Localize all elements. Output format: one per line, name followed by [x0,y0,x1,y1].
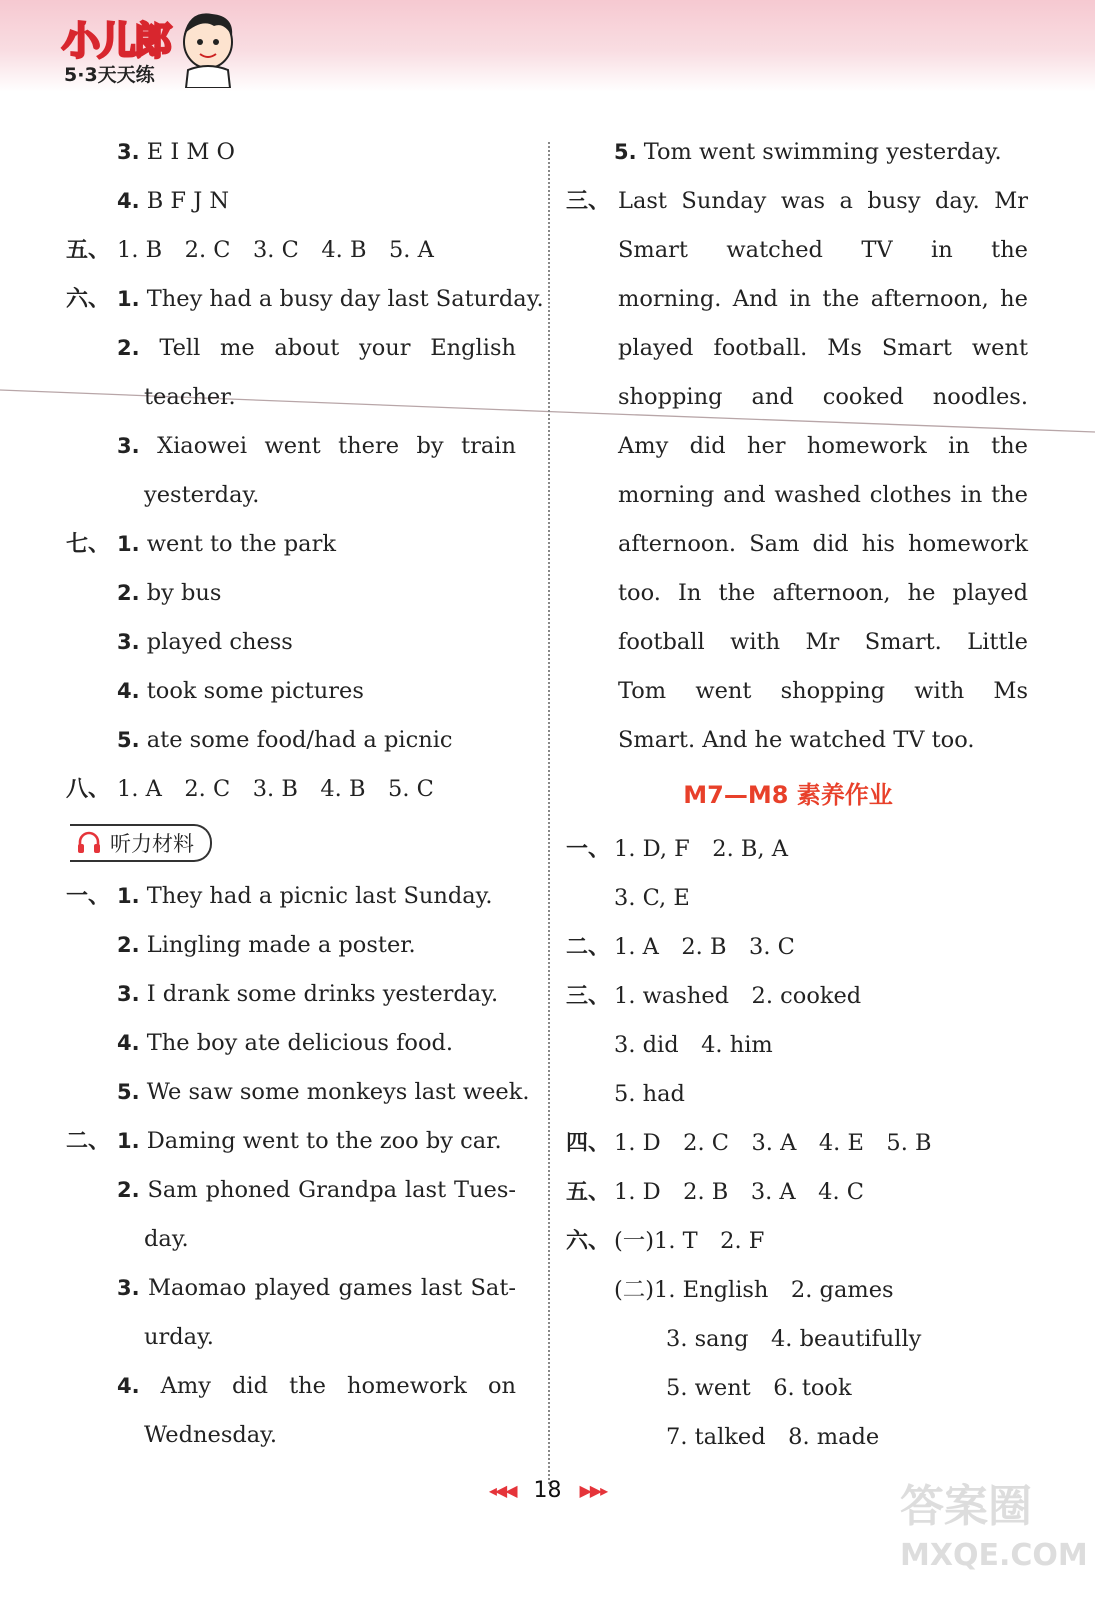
question-marker: 八、 [66,777,111,802]
answer-line [566,667,1028,716]
answer-line [66,275,544,324]
question-marker: 二、 [566,935,611,960]
listening-tag-row [66,814,516,872]
answer-text [618,177,1028,226]
answer-line [566,1315,1028,1364]
answer-line [66,177,516,226]
answer-text [117,177,229,226]
answer-text [614,1119,932,1168]
answer-body: Wednesday. [144,1422,278,1448]
answer-text [144,1313,214,1362]
answer-line [66,618,516,667]
answer-body: Smart watched TV in the [618,237,1028,263]
answer-line [66,872,516,921]
answer-line [566,716,1028,765]
answer-line [566,128,1028,177]
answer-body: Smart. And he watched TV too. [618,727,975,753]
answer-text [117,1362,516,1411]
answer-text [614,923,795,972]
answer-body: 1. A 2. B 3. C [614,934,795,960]
answer-text [614,1217,764,1266]
section-answer-lines [566,825,1028,1462]
answer-text [666,1315,921,1364]
brand-logo [52,8,242,88]
answer-text [618,716,975,765]
right-arrows-icon: ▶▶▸ [579,1480,607,1500]
answer-body: football with Mr Smart. Little [618,629,1028,655]
answer-line [66,1264,516,1313]
answer-text [117,275,544,324]
answer-body: Tom went shopping with Ms [618,678,1028,704]
answer-line [566,1168,1028,1217]
answer-line [566,471,1028,520]
answer-body: 1. D 2. C 3. A 4. E 5. B [614,1130,932,1156]
answer-line [66,520,516,569]
question-marker: 三、 [566,984,611,1009]
answer-line [566,1217,1028,1266]
answer-body: 5. had [614,1081,685,1107]
answer-text [117,1166,516,1215]
answer-body: 3. C, E [614,885,690,911]
item-number: 2. [117,336,140,360]
answer-line [66,324,516,373]
answer-body: Amy did her homework in the [618,433,1028,459]
watermark-logo [900,1470,1088,1590]
answer-text [618,373,1028,422]
left-arrows-icon: ◂◀◀ [488,1480,516,1500]
answer-text [614,1266,894,1315]
answer-body: 7. talked 8. made [666,1424,880,1450]
left-answer-lines [66,128,544,814]
answer-body: The boy ate delicious food. [146,1030,454,1056]
question-marker: 五、 [66,238,111,263]
answer-line [566,373,1028,422]
answer-text [117,1117,502,1166]
answer-body: urday. [144,1324,214,1350]
item-number: 3. [117,434,140,458]
answer-text [618,275,1028,324]
question-marker: 六、 [66,287,111,312]
answer-text [144,471,259,520]
answer-line [66,1166,516,1215]
answer-text [117,970,498,1019]
answer-body: 5. went 6. took [666,1375,852,1401]
item-number: 1. [117,884,140,908]
item-number: 1. [117,1129,140,1153]
item-number: 2. [117,581,140,605]
answer-line [566,1070,1028,1119]
answer-line [66,667,516,716]
answer-line [566,275,1028,324]
left-column [66,128,544,1460]
answer-line [566,422,1028,471]
answer-text [117,716,453,765]
answer-text [614,825,788,874]
column-divider [548,142,550,1484]
answer-body: We saw some monkeys last week. [146,1079,530,1105]
answer-text [666,1364,852,1413]
answer-body: Daming went to the zoo by car. [146,1128,502,1154]
answer-body: Maomao played games last Sat- [148,1275,516,1301]
answer-line [66,422,516,471]
item-number: 2. [117,1178,140,1202]
listening-script-lines [66,872,530,1460]
answer-body: yesterday. [144,482,260,508]
answer-line [66,1362,516,1411]
answer-body: Sam phoned Grandpa last Tues- [147,1177,516,1203]
question-marker: 三、 [566,189,611,214]
answer-line [66,921,516,970]
answer-body: went to the park [146,531,336,557]
answer-line [566,1119,1028,1168]
question-marker: 七、 [66,532,111,557]
answer-line [566,520,1028,569]
answer-text [117,667,364,716]
answer-body: (一)1. T 2. F [614,1228,765,1254]
item-number: 1. [117,532,140,556]
answer-line [66,1117,516,1166]
headphone-icon [76,830,102,856]
answer-text [618,422,1028,471]
answer-text [117,1019,453,1068]
item-number: 2. [117,933,140,957]
answer-text [618,520,1028,569]
answer-line [66,128,516,177]
answer-text [117,422,516,471]
answer-text [117,520,336,569]
answer-body: played chess [146,629,293,655]
answer-text [618,324,1028,373]
mascot-icon [172,8,242,88]
answer-line [66,226,516,275]
answer-line [66,569,516,618]
answer-text [117,569,221,618]
answer-text [117,226,434,275]
answer-text [117,1264,516,1313]
question-marker: 五、 [566,1180,611,1205]
answer-text [144,1411,277,1460]
question-marker: 一、 [566,837,611,862]
answer-line [566,1021,1028,1070]
answer-line [66,1313,516,1362]
answer-text [117,618,293,667]
answer-line [66,970,516,1019]
right-column [566,128,1028,1462]
answer-body: I drank some drinks yesterday. [146,981,499,1007]
answer-body: B F J N [146,188,230,214]
answer-line [66,1019,516,1068]
watermark-bottom: MXQE.COM [900,1538,1088,1573]
answer-text [614,128,1002,177]
item-number: 3. [117,1276,140,1300]
item-number: 5. [117,728,140,752]
answer-text [117,872,493,921]
answer-body: 3. did 4. him [614,1032,773,1058]
answer-body: afternoon. Sam did his homework [618,531,1028,557]
answer-text [666,1413,879,1462]
answer-body: morning. And in the afternoon, he [618,286,1028,312]
item-number: 3. [117,630,140,654]
right-answer-lines [566,128,1028,765]
answer-body: Amy did the homework on [160,1373,516,1399]
listening-tag [70,824,212,862]
answer-text [144,1215,189,1264]
section-title: M7—M8 素养作业 [683,781,893,809]
answer-line [566,874,1028,923]
answer-body: played football. Ms Smart went [618,335,1028,361]
answer-line [566,1364,1028,1413]
answer-line [566,923,1028,972]
answer-text [117,921,416,970]
answer-line [566,226,1028,275]
answer-text [117,324,516,373]
answer-body: too. In the afternoon, he played [618,580,1028,606]
answer-line [566,1413,1028,1462]
answer-text [614,1070,685,1119]
answer-body: 3. sang 4. beautifully [666,1326,922,1352]
answer-body: Last Sunday was a busy day. Mr [618,188,1028,214]
answer-line [566,1266,1028,1315]
answer-line [566,177,1028,226]
answer-body: 1. washed 2. cooked [614,983,862,1009]
answer-body: Tom went swimming yesterday. [643,139,1002,165]
answer-line [66,1215,516,1264]
answer-text [614,1021,773,1070]
question-marker: 四、 [566,1131,611,1156]
answer-line [566,569,1028,618]
answer-text [618,226,1028,275]
question-marker: 六、 [566,1229,611,1254]
answer-text [144,373,236,422]
answer-line [66,373,516,422]
answer-line [66,1068,530,1117]
answer-line [66,716,516,765]
answer-body: morning and washed clothes in the [618,482,1028,508]
answer-text [614,1168,864,1217]
answer-body: Lingling made a poster. [146,932,416,958]
answer-line [66,765,516,814]
answer-body: Tell me about your English [159,335,516,361]
answer-body: took some pictures [146,678,364,704]
listening-tag-label: 听力材料 [110,832,194,856]
answer-text [117,1068,530,1117]
item-number: 4. [117,189,140,213]
item-number: 5. [614,140,637,164]
item-number: 1. [117,287,140,311]
item-number: 5. [117,1080,140,1104]
item-number: 4. [117,679,140,703]
answer-text [618,618,1028,667]
logo-title: 小儿郎 [62,19,171,63]
answer-line [66,471,516,520]
answer-text [117,128,235,177]
answer-body: They had a picnic last Sunday. [146,883,493,909]
item-number: 3. [117,982,140,1006]
answer-body: 1. A 2. C 3. B 4. B 5. C [117,776,434,802]
answer-line [566,825,1028,874]
question-marker: 二、 [66,1129,111,1154]
answer-body: shopping and cooked noodles. [618,384,1028,410]
answer-body: 1. D, F 2. B, A [614,836,788,862]
answer-body: ate some food/had a picnic [146,727,453,753]
question-marker: 一、 [66,884,111,909]
answer-body: E I M O [146,139,236,165]
answer-text [618,471,1028,520]
watermark-top: 答案圈 [900,1481,1032,1532]
answer-text [117,765,434,814]
answer-body: They had a busy day last Saturday. [146,286,544,312]
answer-body: (二)1. English 2. games [614,1277,894,1303]
answer-body: 1. D 2. B 3. A 4. C [614,1179,865,1205]
answer-text [614,972,861,1021]
answer-body: Xiaowei went there by train [157,433,516,459]
answer-body: by bus [146,580,222,606]
answer-body: 1. B 2. C 3. C 4. B 5. A [117,237,434,263]
item-number: 3. [117,140,140,164]
answer-text [618,667,1028,716]
page-number: 18 [533,1477,562,1503]
answer-body: day. [144,1226,189,1252]
item-number: 4. [117,1374,140,1398]
answer-body: teacher. [144,384,236,410]
answer-text [618,569,1028,618]
logo-subtitle: 5·3天天练 [64,64,155,86]
answer-line [566,324,1028,373]
answer-text [614,874,690,923]
answer-line [66,1411,516,1460]
item-number: 4. [117,1031,140,1055]
answer-line [566,618,1028,667]
answer-line [566,972,1028,1021]
